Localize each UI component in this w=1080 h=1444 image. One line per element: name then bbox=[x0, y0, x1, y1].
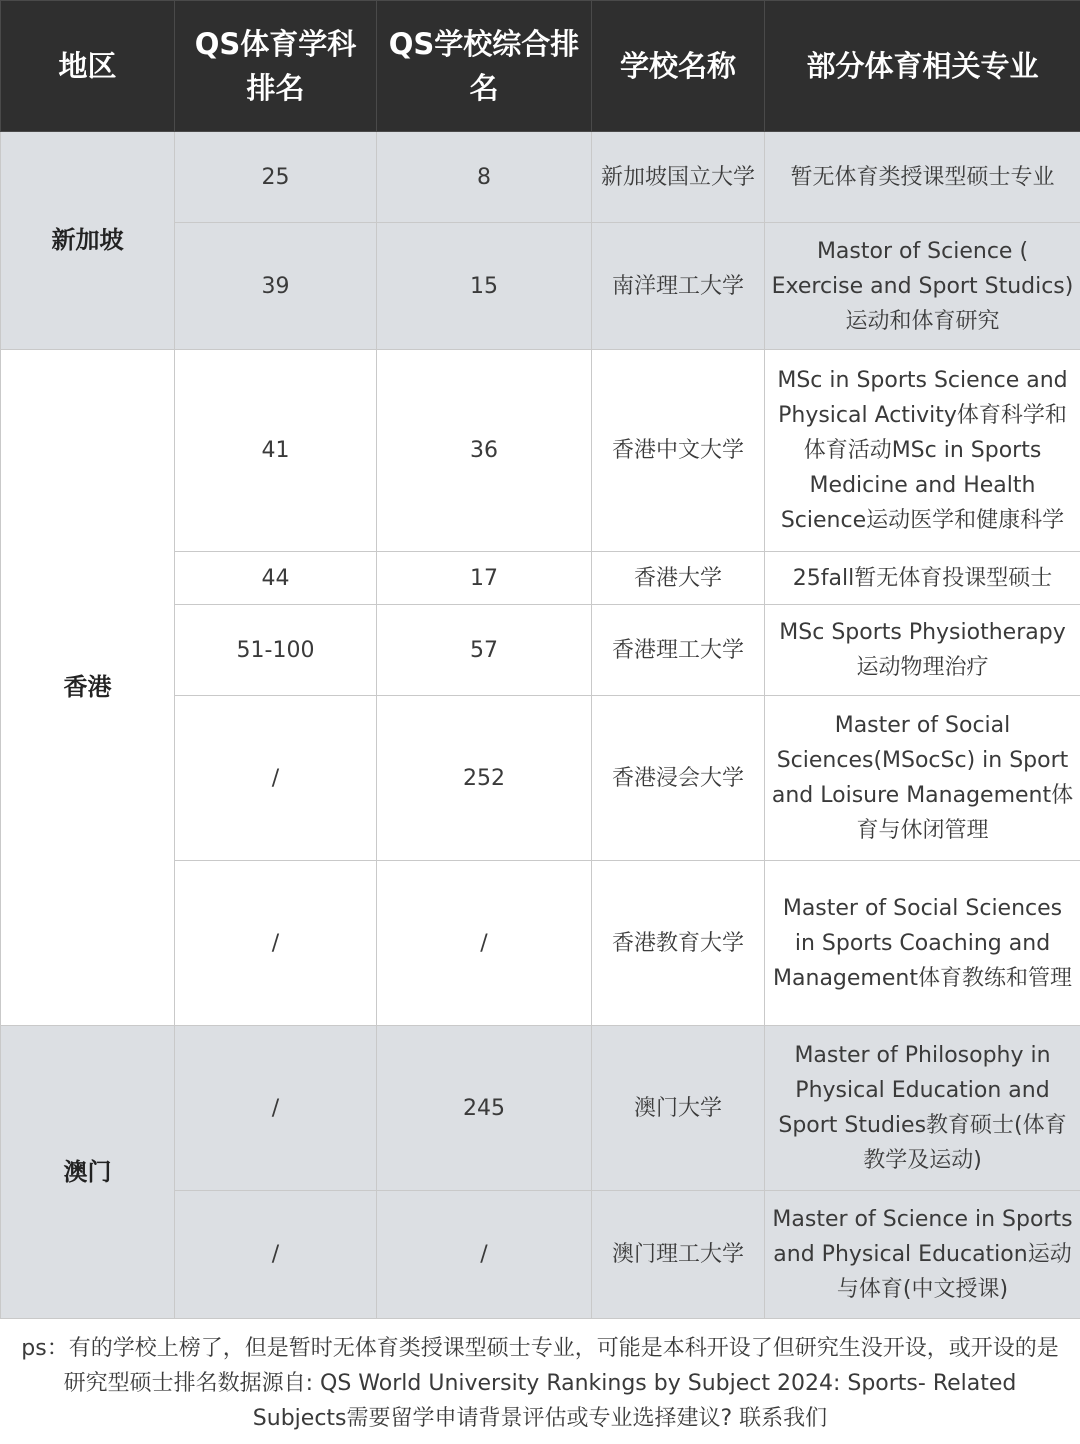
overall-rank-cell: 57 bbox=[377, 605, 592, 696]
program-cell: 25fall暂无体育投课型硕士 bbox=[765, 552, 1080, 605]
school-cell: 香港教育大学 bbox=[592, 861, 765, 1026]
table-row bbox=[1, 350, 1080, 552]
overall-rank-cell: 15 bbox=[377, 223, 592, 350]
table-header bbox=[1, 1, 1080, 132]
sport-rank-cell: 25 bbox=[175, 132, 377, 223]
table-row bbox=[1, 1026, 1080, 1191]
header-school-name: 学校名称 bbox=[592, 1, 765, 132]
overall-rank-cell: 245 bbox=[377, 1026, 592, 1191]
table-body bbox=[1, 132, 1080, 1319]
header-qs-sport-rank: QS体育学科排名 bbox=[175, 1, 377, 132]
program-cell: Master of Social Sciences in Sports Coaching and Management体育教练和管理 bbox=[765, 861, 1080, 1026]
sport-rank-cell: / bbox=[175, 1191, 377, 1319]
header-row bbox=[1, 1, 1080, 132]
program-cell: Mastor of Science ( Exercise and Sport Studics)运动和体育研究 bbox=[765, 223, 1080, 350]
school-cell: 香港理工大学 bbox=[592, 605, 765, 696]
sport-rank-cell: 41 bbox=[175, 350, 377, 552]
header-programs: 部分体育相关专业 bbox=[765, 1, 1080, 132]
overall-rank-cell: 252 bbox=[377, 696, 592, 861]
overall-rank-cell: 17 bbox=[377, 552, 592, 605]
sport-rank-cell: / bbox=[175, 1026, 377, 1191]
region-hongkong: 香港 bbox=[1, 350, 175, 1026]
sport-rank-cell: 44 bbox=[175, 552, 377, 605]
program-cell: Master of Social Sciences(MSocSc) in Sport and Loisure Management体育与休闭管理 bbox=[765, 696, 1080, 861]
overall-rank-cell: 8 bbox=[377, 132, 592, 223]
program-cell: MSc in Sports Science and Physical Activity体育科学和体育活动MSc in Sports Medicine and Health Science运动医学和健康科学 bbox=[765, 350, 1080, 552]
program-cell: MSc Sports Physiotherapy运动物理治疗 bbox=[765, 605, 1080, 696]
sport-rank-cell: / bbox=[175, 861, 377, 1026]
region-singapore: 新加坡 bbox=[1, 132, 175, 350]
table-row bbox=[1, 132, 1080, 223]
sport-rank-cell: 39 bbox=[175, 223, 377, 350]
region-macau: 澳门 bbox=[1, 1026, 175, 1319]
overall-rank-cell: / bbox=[377, 861, 592, 1026]
school-cell: 新加坡国立大学 bbox=[592, 132, 765, 223]
header-qs-overall-rank: QS学校综合排名 bbox=[377, 1, 592, 132]
overall-rank-cell: 36 bbox=[377, 350, 592, 552]
school-cell: 澳门大学 bbox=[592, 1026, 765, 1191]
school-cell: 澳门理工大学 bbox=[592, 1191, 765, 1319]
school-cell: 香港中文大学 bbox=[592, 350, 765, 552]
overall-rank-cell: / bbox=[377, 1191, 592, 1319]
program-cell: 暂无体育类授课型硕士专业 bbox=[765, 132, 1080, 223]
sport-rank-cell: / bbox=[175, 696, 377, 861]
school-cell: 香港浸会大学 bbox=[592, 696, 765, 861]
school-cell: 南洋理工大学 bbox=[592, 223, 765, 350]
program-cell: Master of Philosophy in Physical Education and Sport Studies教育硕士(体育教学及运动) bbox=[765, 1026, 1080, 1191]
header-region: 地区 bbox=[1, 1, 175, 132]
sport-rank-cell: 51-100 bbox=[175, 605, 377, 696]
program-cell: Master of Science in Sports and Physical Education运动与体育(中文授课) bbox=[765, 1191, 1080, 1319]
school-cell: 香港大学 bbox=[592, 552, 765, 605]
footnote: ps：有的学校上榜了，但是暂时无体育类授课型硕士专业，可能是本科开设了但研究生没开设，或开设的是研究型硕士排名数据源自: QS World University Rankings by Subject 2024: Sports- Related Subjects需要留学申请背景评估或专业选择建议? 联系我们 bbox=[0, 1319, 1080, 1444]
